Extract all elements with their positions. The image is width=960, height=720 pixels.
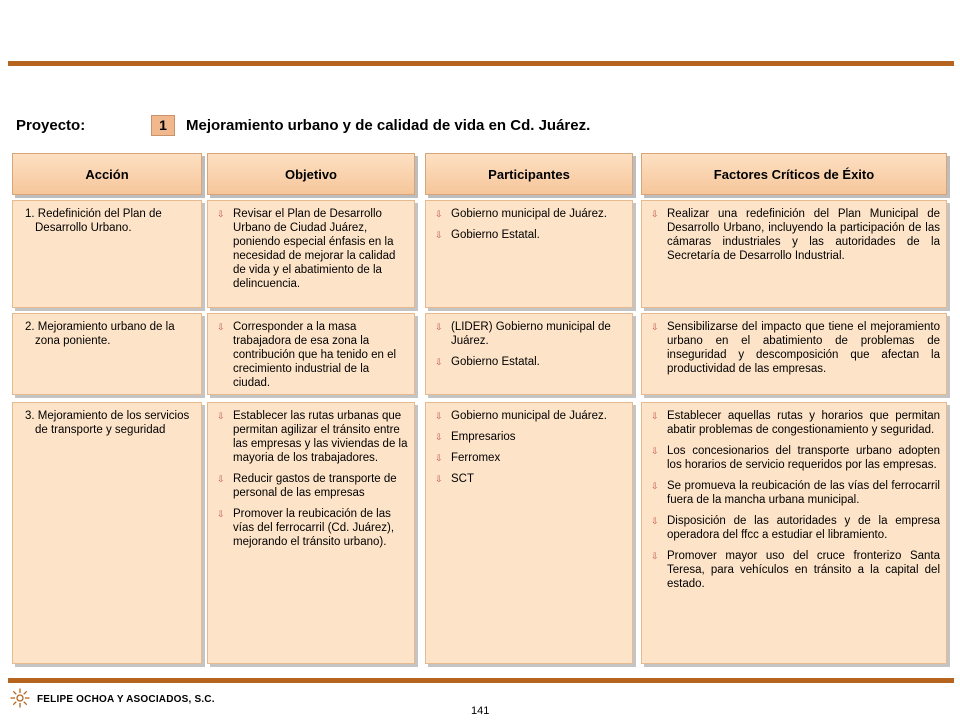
objetivo-cell — [207, 200, 415, 308]
bullet-text: Corresponder a la masa trabajadora de esa zona la contribución que ha tenido en el crecimiento industrial de la ciudad. — [233, 321, 397, 389]
header-participantes: Participantes — [425, 153, 633, 195]
down-arrow-bullet-icon: ⇩ — [217, 209, 225, 219]
down-arrow-bullet-icon: ⇩ — [217, 474, 225, 484]
bullet-item — [216, 409, 408, 465]
participantes-cell — [425, 200, 633, 308]
bullet-text: Reducir gastos de transporte de personal de las empresas — [233, 473, 397, 499]
bullet-text: Establecer las rutas urbanas que permitan agilizar el tránsito entre las empresas y las viviendas de la mayoria de los trabajadores. — [233, 410, 408, 464]
bullet-text: Revisar el Plan de Desarrollo Urbano de Ciudad Juárez, poniendo especial énfasis en la necesidad de mejorar la calidad de vida y el abatimiento de la delincuencia. — [233, 208, 396, 290]
accion-cell: 3. Mejoramiento de los servicios de transporte y seguridad — [12, 402, 202, 664]
down-arrow-bullet-icon: ⇩ — [651, 481, 659, 491]
bullet-item — [434, 355, 626, 369]
factores-cell — [641, 313, 947, 395]
bullet-item — [216, 472, 408, 500]
participantes-cell — [425, 313, 633, 395]
bottom-rule — [8, 678, 954, 683]
objetivo-cell — [207, 402, 415, 664]
down-arrow-bullet-icon: ⇩ — [435, 209, 443, 219]
bullet-text: Gobierno municipal de Juárez. — [451, 208, 607, 220]
accion-cell: 1. Redefinición del Plan de Desarrollo Urbano. — [12, 200, 202, 308]
bullet-item — [650, 207, 940, 263]
header-accion: Acción — [12, 153, 202, 195]
top-rule — [8, 61, 954, 66]
bullet-text: Promover la reubicación de las vías del ferrocarril (Cd. Juárez), mejorando el tránsito urbano). — [233, 508, 395, 548]
down-arrow-bullet-icon: ⇩ — [435, 474, 443, 484]
accion-cell: 2. Mejoramiento urbano de la zona poniente. — [12, 313, 202, 395]
factores-cell — [641, 200, 947, 308]
bullet-text: Se promueva la reubicación de las vías del ferrocarril fuera de la mancha urbana municipal. — [667, 480, 940, 506]
bullet-text: (LIDER) Gobierno municipal de Juárez. — [451, 321, 611, 347]
bullet-item — [434, 430, 626, 444]
page-number: 141 — [471, 705, 490, 717]
down-arrow-bullet-icon: ⇩ — [217, 509, 225, 519]
sunburst-logo-icon — [10, 688, 30, 708]
down-arrow-bullet-icon: ⇩ — [435, 453, 443, 463]
bullet-item — [650, 320, 940, 376]
bullet-text: Gobierno municipal de Juárez. — [451, 410, 607, 422]
bullet-item — [434, 228, 626, 242]
down-arrow-bullet-icon: ⇩ — [651, 322, 659, 332]
bullet-text: Promover mayor uso del cruce fronterizo Santa Teresa, para vehículos en tránsito a la capital del estado. — [667, 550, 940, 590]
bullet-item — [650, 444, 940, 472]
company-name: FELIPE OCHOA Y ASOCIADOS, S.C. — [37, 694, 215, 705]
bullet-text: Realizar una redefinición del Plan Municipal de Desarrollo Urbano, incluyendo la participación de las cámaras industriales y las autoridades de la Secretaría de Desarrollo Industrial. — [667, 208, 940, 262]
bullet-text: SCT — [451, 473, 474, 485]
down-arrow-bullet-icon: ⇩ — [435, 432, 443, 442]
header-factores: Factores Críticos de Éxito — [641, 153, 947, 195]
bullet-text: Establecer aquellas rutas y horarios que permitan abatir problemas de congestionamiento y seguridad. — [667, 410, 940, 436]
bullet-text: Disposición de las autoridades y de la empresa operadora del ffcc a estudiar el libramiento. — [667, 515, 940, 541]
bullet-item — [650, 409, 940, 437]
bullet-item — [434, 472, 626, 486]
bullet-item — [650, 549, 940, 591]
project-label: Proyecto: — [16, 117, 86, 134]
down-arrow-bullet-icon: ⇩ — [651, 516, 659, 526]
bullet-text: Ferromex — [451, 452, 501, 464]
bullet-item — [434, 207, 626, 221]
down-arrow-bullet-icon: ⇩ — [651, 209, 659, 219]
project-title: Mejoramiento urbano y de calidad de vida en Cd. Juárez. — [186, 117, 591, 134]
bullet-text: Gobierno Estatal. — [451, 229, 540, 241]
bullet-item — [650, 479, 940, 507]
down-arrow-bullet-icon: ⇩ — [651, 411, 659, 421]
factores-cell — [641, 402, 947, 664]
down-arrow-bullet-icon: ⇩ — [217, 322, 225, 332]
bullet-item — [434, 451, 626, 465]
header-objetivo: Objetivo — [207, 153, 415, 195]
project-number-badge: 1 — [151, 115, 175, 136]
down-arrow-bullet-icon: ⇩ — [217, 411, 225, 421]
down-arrow-bullet-icon: ⇩ — [435, 230, 443, 240]
bullet-text: Los concesionarios del transporte urbano adopten los horarios de servicio requeridos por las empresas. — [667, 445, 940, 471]
objetivo-cell — [207, 313, 415, 395]
bullet-item — [434, 320, 626, 348]
down-arrow-bullet-icon: ⇩ — [651, 446, 659, 456]
participantes-cell — [425, 402, 633, 664]
bullet-text: Empresarios — [451, 431, 516, 443]
down-arrow-bullet-icon: ⇩ — [435, 411, 443, 421]
down-arrow-bullet-icon: ⇩ — [651, 551, 659, 561]
bullet-text: Gobierno Estatal. — [451, 356, 540, 368]
down-arrow-bullet-icon: ⇩ — [435, 357, 443, 367]
bullet-item — [216, 507, 408, 549]
bullet-text: Sensibilizarse del impacto que tiene el mejoramiento urbano en el abatimiento de problemas de inseguridad y descomposición que afectan la productividad de las empresas. — [667, 321, 940, 375]
bullet-item — [434, 409, 626, 423]
bullet-item — [650, 514, 940, 542]
bullet-item — [216, 207, 408, 291]
down-arrow-bullet-icon: ⇩ — [435, 322, 443, 332]
bullet-item — [216, 320, 408, 390]
